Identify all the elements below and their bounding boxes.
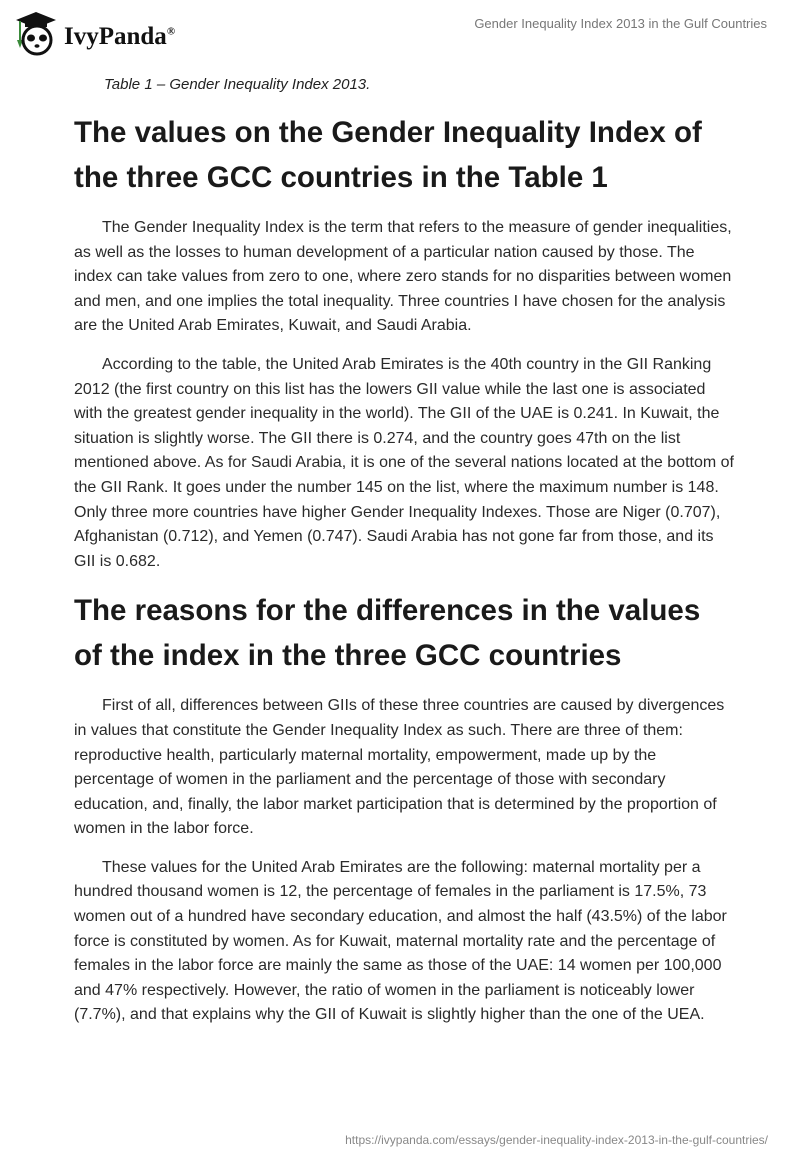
paragraph: According to the table, the United Arab Emirates is the 40th country in the GII Ranking 2012 (the first country on this list has the lowers GII value while the last one is associated with the greatest gender inequality in the world). The GII of the UAE is 0.241. In Kuwait, the situation is slightly worse. The GII there is 0.274, and the country goes 47th on the list mentioned above. As for Saudi Arabia, it is one of the several nations located at the bottom of the GII Rank. It goes under the number 145 on the list, where the maximum number is 148. Only three more countries have higher Gender Inequality Indexes. Those are Niger (0.707), Afghanistan (0.712), and Yemen (0.747). Saudi Arabia has not gone far from those, and its GII is 0.682. (74, 355, 734, 570)
section-heading: The reasons for the differences in the values of the index in the three GCC countries (74, 594, 701, 673)
panda-graduate-icon (12, 8, 60, 56)
paragraph: These values for the United Arab Emirates are the following: maternal mortality per a hundred thousand women is 12, the percentage of females in the parliament is 17.5%, 73 women out of a hundred have secondary education, and almost the half (43.5%) of the labor force is constituted by women. As for Kuwait, maternal mortality rate and the percentage of females in the labor force are mainly the same as those of the UAE: 14 women per 100,000 and 47% respectively. However, the ratio of women in the parliament is noticeably lower (7.7%), and that explains why the GII of Kuwait is slightly higher than the one of the UEA. (74, 858, 727, 1024)
registered-mark: ® (166, 25, 176, 38)
table-caption: Table 1 – Gender Inequality Index 2013. (104, 76, 371, 93)
logo-text: IvyPanda (64, 23, 167, 50)
paragraph: The Gender Inequality Index is the term that refers to the measure of gender inequalities, as well as the losses to human development of a particular nation caused by those. The index can take values from zero to one, where zero stands for no disparities between women and men, and one implies the total inequality. Three countries I have chosen for the analysis are the United Arab Emirates, Kuwait, and Saudi Arabia. (74, 219, 732, 335)
article-body (74, 74, 734, 1042)
source-url-link[interactable]: https://ivypanda.com/essays/gender-inequality-index-2013-in-the-gulf-countries/ (345, 1133, 768, 1147)
section-heading: The values on the Gender Inequality Index of the three GCC countries in the Table 1 (74, 116, 702, 194)
document-title: Gender Inequality Index 2013 in the Gulf Countries (474, 16, 767, 31)
logo[interactable] (12, 8, 175, 56)
paragraph: First of all, differences between GIIs of these three countries are caused by divergences in values that constitute the Gender Inequality Index as such. There are three of them: reproductive health, particularly maternal mortality, empowerment, made up by the percentage of women in the parliament and the percentage of those with secondary education, and, finally, the labor market participation that is determined by the proportion of women in the labor force. (74, 697, 725, 838)
